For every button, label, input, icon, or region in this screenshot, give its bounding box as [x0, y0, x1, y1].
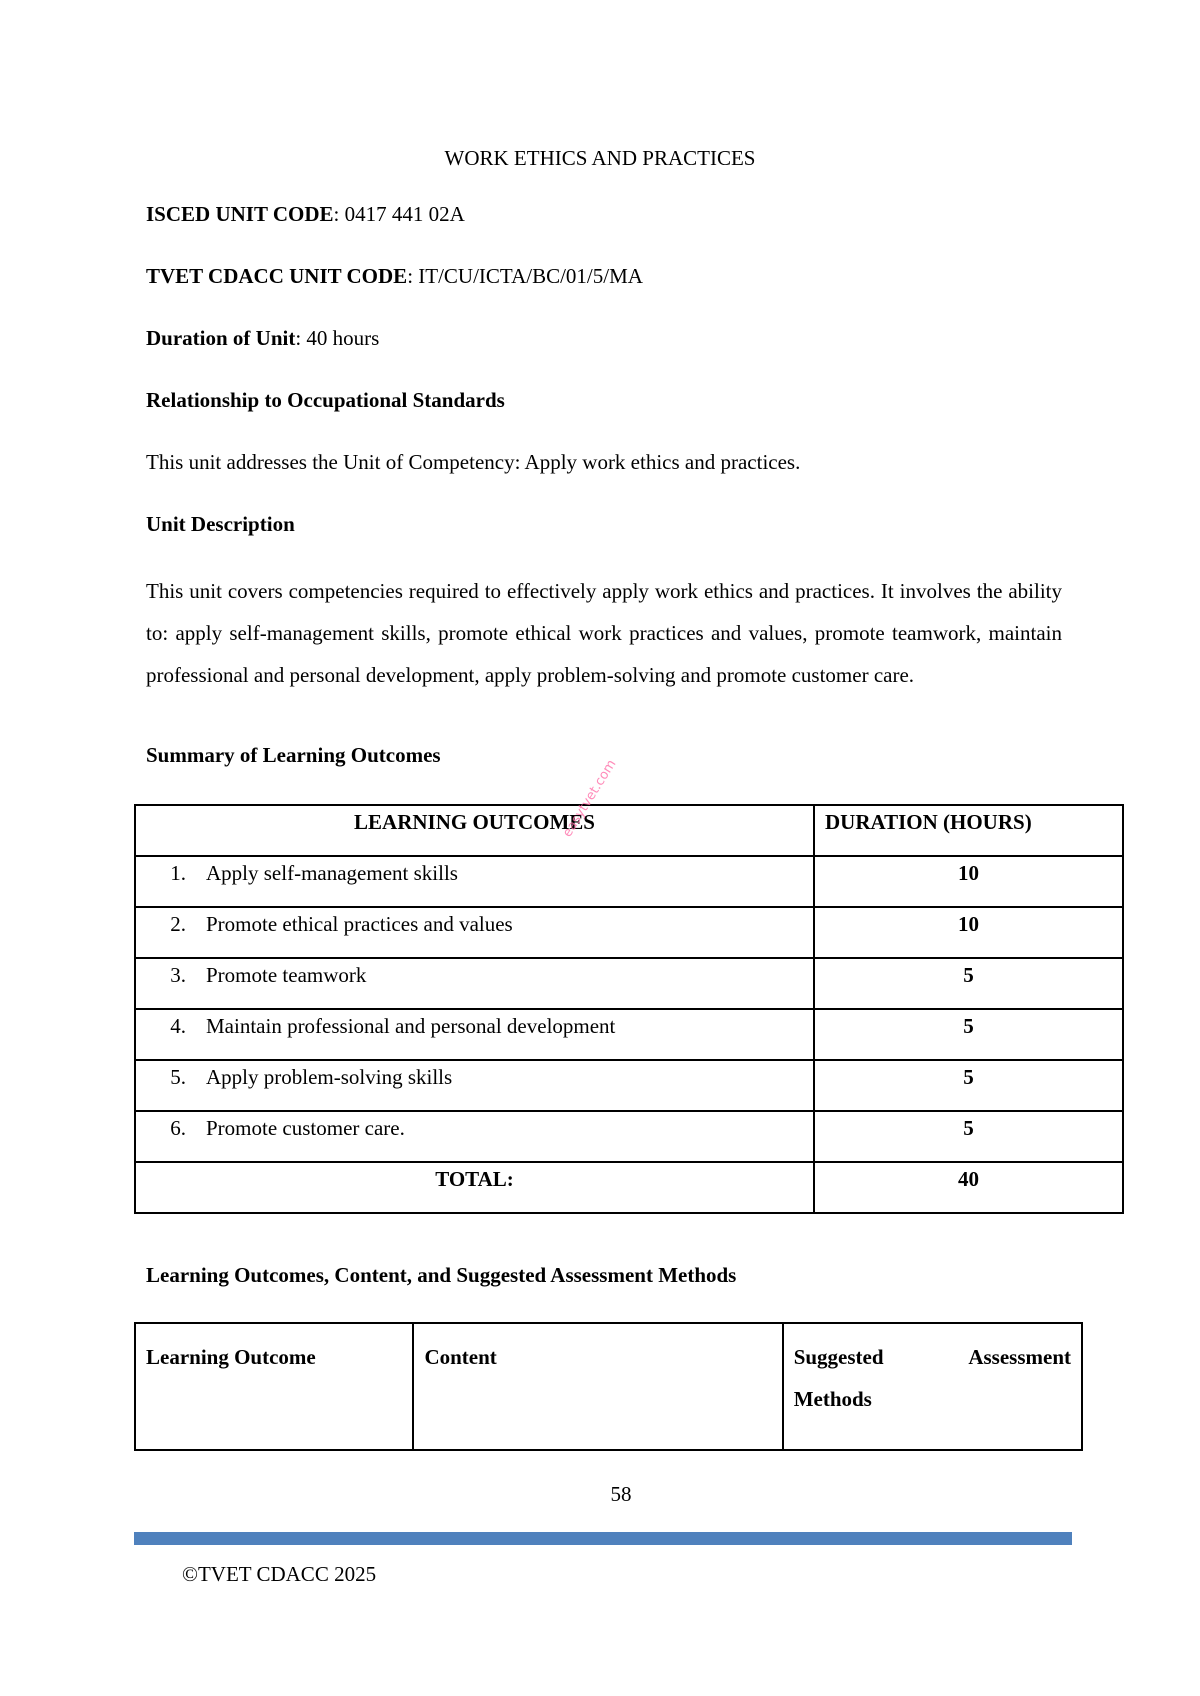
col-header-duration: DURATION (HOURS): [814, 805, 1123, 856]
table-row: [135, 1060, 1123, 1111]
description-text: This unit covers competencies required to effectively apply work ethics and practices. It involves the ability to: apply self-management skills, promote ethical work practices and values, promote teamwork, maintain professional and personal development, apply problem-solving and promote customer care.: [146, 579, 1062, 687]
table-row: [135, 856, 1123, 907]
watermark: easytvet.com: [560, 757, 620, 840]
tvet-code-line: [146, 264, 643, 289]
row-outcome: Promote teamwork: [206, 963, 367, 987]
methods-word-methods: Methods: [793, 1387, 872, 1411]
duration-value: : 40 hours: [295, 326, 380, 350]
row-outcome: Promote ethical practices and values: [206, 912, 513, 936]
assessment-heading: Learning Outcomes, Content, and Suggested Assessment Methods: [146, 1263, 737, 1287]
row-outcome: Apply problem-solving skills: [206, 1065, 453, 1089]
row-number: 3.: [170, 963, 186, 987]
learning-outcomes-table: [134, 804, 1124, 1214]
page-number: 58: [610, 1482, 632, 1506]
total-label: TOTAL:: [135, 1162, 814, 1213]
table-row: [135, 958, 1123, 1009]
table-row: [135, 1111, 1123, 1162]
duration-line: [146, 326, 379, 351]
row-hours: 5: [814, 1060, 1123, 1111]
isced-code-line: [146, 202, 465, 227]
table-header-row: [135, 805, 1123, 856]
row-hours: 5: [814, 958, 1123, 1009]
row-hours: 5: [814, 1111, 1123, 1162]
row-number: 6.: [170, 1116, 186, 1140]
row-hours: 5: [814, 1009, 1123, 1060]
total-row: [135, 1162, 1123, 1213]
row-number: 4.: [170, 1014, 186, 1038]
table-row: [135, 1009, 1123, 1060]
footer-bar: [134, 1532, 1072, 1545]
col-header-outcomes: LEARNING OUTCOMES: [135, 805, 814, 856]
assessment-header-row: [135, 1323, 1082, 1450]
isced-code-label: ISCED UNIT CODE: [146, 202, 334, 226]
description-heading: Unit Description: [146, 512, 295, 536]
methods-word-suggested: Suggested: [793, 1345, 884, 1369]
col-header-content: Content: [413, 1323, 782, 1450]
col-header-learning-outcome: Learning Outcome: [135, 1323, 413, 1450]
duration-label: Duration of Unit: [146, 326, 296, 350]
tvet-code-label: TVET CDACC UNIT CODE: [146, 264, 408, 288]
relationship-heading: Relationship to Occupational Standards: [146, 388, 505, 412]
row-hours: 10: [814, 907, 1123, 958]
row-number: 2.: [170, 912, 186, 936]
isced-code-value: : 0417 441 02A: [333, 202, 465, 226]
assessment-table: [134, 1322, 1083, 1451]
row-hours: 10: [814, 856, 1123, 907]
footer-copyright: ©TVET CDACC 2025: [182, 1562, 377, 1586]
relationship-text: This unit addresses the Unit of Competency: Apply work ethics and practices.: [146, 450, 801, 474]
row-outcome: Promote customer care.: [206, 1116, 405, 1140]
col-header-assessment-methods: [783, 1323, 1082, 1450]
document-title: WORK ETHICS AND PRACTICES: [444, 146, 756, 170]
total-value: 40: [814, 1162, 1123, 1213]
methods-word-assessment: Assessment: [968, 1345, 1071, 1369]
row-outcome: Maintain professional and personal development: [206, 1014, 616, 1038]
tvet-code-value: : IT/CU/ICTA/BC/01/5/MA: [407, 264, 643, 288]
row-number: 5.: [170, 1065, 186, 1089]
table-row: [135, 907, 1123, 958]
row-number: 1.: [170, 861, 186, 885]
summary-heading: Summary of Learning Outcomes: [146, 743, 441, 767]
row-outcome: Apply self-management skills: [206, 861, 458, 885]
